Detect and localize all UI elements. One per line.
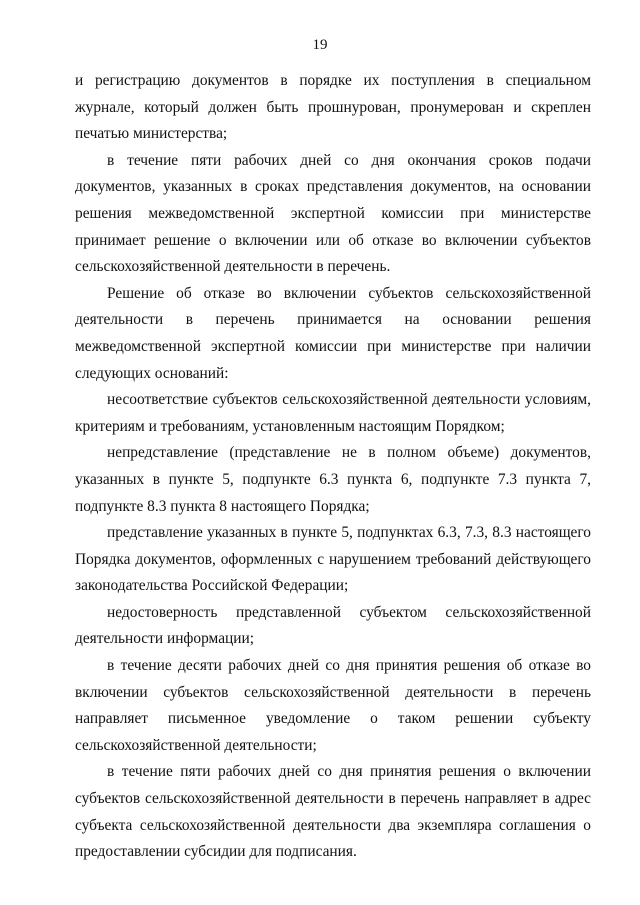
paragraph-noncompliance: несоответствие субъектов сельскохозяйственной деятельности условиям, критериям и требованиям, установленным настоящим Порядком; — [75, 391, 591, 435]
page-number: 19 — [312, 37, 328, 53]
paragraph-refusal-notice: в течение десяти рабочих дней со дня принятия решения об отказе во включении субъектов сельскохозяйственной деятельности в перечень направляет письменное уведомление о таком решении субъекту сельскохозяйственной деятельности; — [75, 657, 591, 754]
paragraph-agreement-dispatch: в течение пяти рабочих дней со дня принятия решения о включении субъектов сельскохозяйственной деятельности в перечень направляет в адрес субъекта сельскохозяйственной деятельности два экземпляра соглашения о предоставлении субсидии для подписания. — [75, 763, 591, 861]
paragraph-nonsubmission: непредставление (представление не в полном объеме) документов, указанных в пункте 5, подпункте 6.3 пункта 6, подпункте 7.3 пункта 7, подпункте 8.3 пункта 8 настоящего Порядка; — [75, 444, 591, 515]
paragraph-refusal-grounds-intro: Решение об отказе во включении субъектов сельскохозяйственной деятельности в перечень принимается на основании решения межведомственной экспертной комиссии при министерстве при наличии следующих оснований: — [75, 284, 591, 382]
paragraph-registration: и регистрацию документов в порядке их поступления в специальном журнале, который должен быть прошнурован, пронумерован и скреплен печатью министерства; — [75, 72, 591, 143]
document-body — [75, 68, 591, 866]
paragraph-inaccuracy: недостоверность представленной субъектом сельскохозяйственной деятельности информации; — [75, 603, 591, 648]
paragraph-decision-deadline: в течение пяти рабочих дней со дня окончания сроков подачи документов, указанных в сроках представления документов, на основании решения межведомственной экспертной комиссии при министерстве принимает решение о включении или об отказе во включении субъектов сельскохозяйственной деятельности в перечень. — [75, 151, 591, 276]
paragraph-violation: представление указанных в пункте 5, подпунктах 6.3, 7.3, 8.3 настоящего Порядка документов, оформленных с нарушением требований действующего законодательства Российской Федерации; — [75, 524, 591, 595]
